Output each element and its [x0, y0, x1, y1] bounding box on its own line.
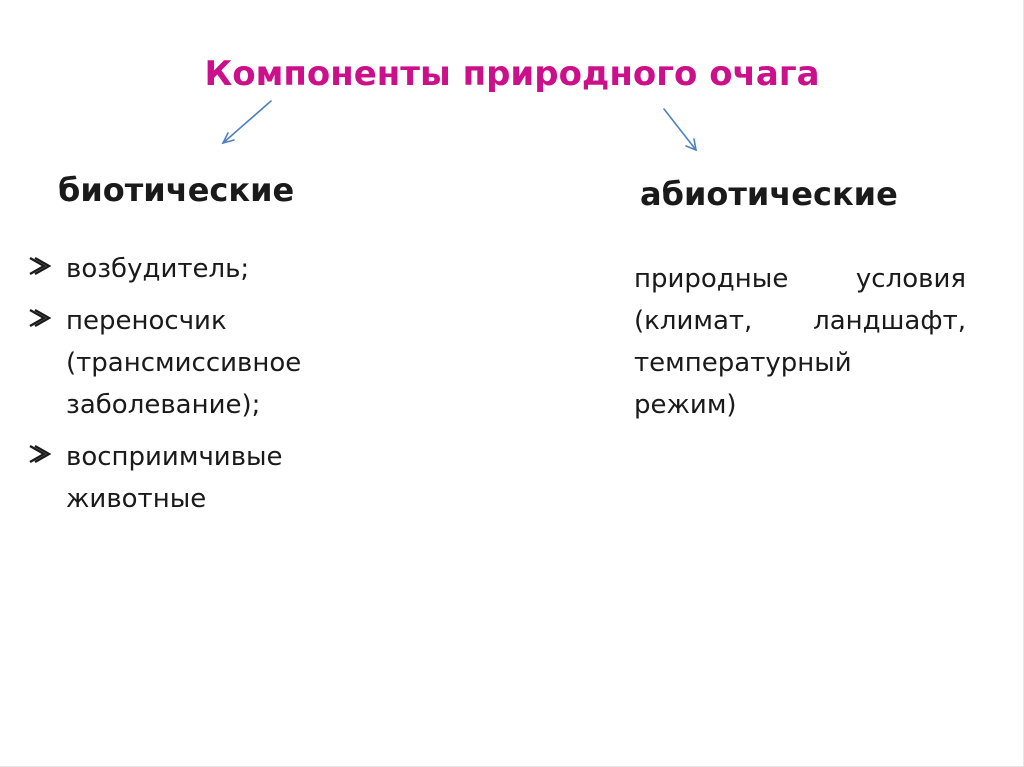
chevron-arrow-bullet-icon: [26, 440, 54, 468]
abiotic-word: ландшафт,: [813, 306, 966, 336]
abiotic-word: режим): [634, 390, 737, 420]
abiotic-description: [634, 258, 966, 426]
list-item: [26, 436, 366, 520]
biotic-list: [26, 248, 366, 530]
biotic-heading: биотические: [58, 171, 295, 209]
abiotic-line: [634, 300, 966, 342]
list-item-text: животные: [66, 484, 207, 514]
abiotic-word: условия: [855, 264, 966, 294]
abiotic-word: природные: [634, 264, 789, 294]
abiotic-word: температурный: [634, 348, 852, 378]
arrow-down-left-icon: [223, 101, 271, 143]
abiotic-line: [634, 258, 966, 300]
list-item-text: восприимчивые: [66, 442, 283, 472]
list-item-text: заболевание);: [66, 390, 261, 420]
chevron-arrow-bullet-icon: [26, 304, 54, 332]
abiotic-line: [634, 384, 966, 426]
list-item: [26, 300, 366, 426]
abiotic-line: [634, 342, 966, 384]
slide-title: Компоненты природного очага: [204, 54, 820, 94]
list-item-text: (трансмиссивное: [66, 348, 302, 378]
list-item-text: переносчик: [66, 306, 227, 336]
list-item: [26, 248, 366, 290]
abiotic-heading: абиотические: [640, 175, 898, 213]
chevron-arrow-bullet-icon: [26, 252, 54, 280]
list-item-text: возбудитель;: [66, 254, 250, 284]
abiotic-word: (климат,: [634, 306, 753, 336]
arrow-down-right-icon: [664, 109, 696, 150]
